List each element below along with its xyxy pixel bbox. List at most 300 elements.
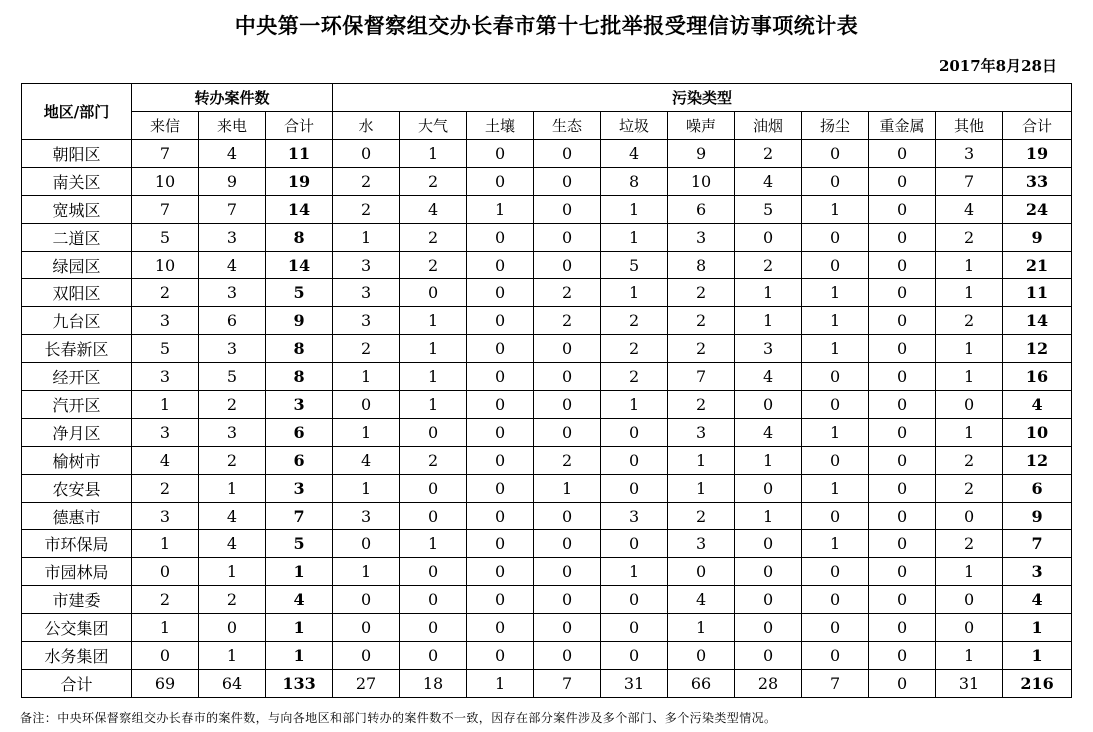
region-name: 二道区 (22, 223, 132, 251)
value-cell: 4 (735, 167, 802, 195)
value-cell: 1 (802, 474, 869, 502)
value-cell: 0 (400, 418, 467, 446)
value-cell: 7 (199, 195, 266, 223)
value-cell: 0 (869, 391, 936, 419)
value-cell: 2 (199, 391, 266, 419)
value-cell: 2 (936, 307, 1003, 335)
table-title: 中央第一环保督察组交办长春市第十七批举报受理信访事项统计表 (234, 14, 859, 38)
value-cell: 2 (601, 307, 668, 335)
table-row (22, 307, 1072, 335)
value-cell: 0 (333, 140, 400, 168)
sum-cell: 7 (1003, 530, 1072, 558)
value-cell: 0 (869, 418, 936, 446)
value-cell: 6 (668, 195, 735, 223)
value-cell: 2 (936, 530, 1003, 558)
value-cell: 0 (802, 140, 869, 168)
value-cell: 0 (802, 167, 869, 195)
value-cell: 0 (869, 251, 936, 279)
value-cell: 1 (400, 335, 467, 363)
value-cell: 0 (534, 335, 601, 363)
value-cell: 1 (333, 223, 400, 251)
value-cell: 1 (601, 558, 668, 586)
value-cell: 4 (132, 446, 199, 474)
value-cell: 2 (534, 446, 601, 474)
value-cell: 2 (132, 586, 199, 614)
value-cell: 7 (668, 363, 735, 391)
value-cell: 2 (333, 167, 400, 195)
value-cell: 0 (534, 642, 601, 670)
value-cell: 4 (199, 502, 266, 530)
value-cell: 0 (802, 586, 869, 614)
value-cell: 3 (199, 418, 266, 446)
value-cell: 0 (869, 363, 936, 391)
sum-cell: 216 (1003, 669, 1072, 697)
value-cell: 3 (333, 251, 400, 279)
value-cell: 0 (936, 614, 1003, 642)
value-cell: 4 (936, 195, 1003, 223)
value-cell: 0 (467, 474, 534, 502)
table-row (22, 363, 1072, 391)
sum-cell: 4 (266, 586, 333, 614)
value-cell: 1 (601, 195, 668, 223)
value-cell: 1 (132, 530, 199, 558)
pollution-col-header: 噪声 (668, 112, 735, 140)
value-cell: 0 (869, 614, 936, 642)
table-row (22, 335, 1072, 363)
value-cell: 1 (333, 418, 400, 446)
value-cell: 8 (668, 251, 735, 279)
value-cell: 0 (601, 418, 668, 446)
value-cell: 69 (132, 669, 199, 697)
value-cell: 0 (132, 558, 199, 586)
sum-cell: 9 (1003, 502, 1072, 530)
value-cell: 18 (400, 669, 467, 697)
pollution-col-header: 其他 (936, 112, 1003, 140)
value-cell: 1 (601, 279, 668, 307)
value-cell: 0 (467, 558, 534, 586)
value-cell: 0 (869, 167, 936, 195)
value-cell: 3 (132, 363, 199, 391)
table-row (22, 279, 1072, 307)
value-cell: 31 (936, 669, 1003, 697)
value-cell: 0 (467, 446, 534, 474)
sum-cell: 5 (266, 530, 333, 558)
sum-cell: 7 (266, 502, 333, 530)
region-name: 榆树市 (22, 446, 132, 474)
value-cell: 1 (802, 418, 869, 446)
sum-cell: 8 (266, 335, 333, 363)
value-cell: 0 (869, 558, 936, 586)
value-cell: 2 (936, 223, 1003, 251)
value-cell: 2 (735, 251, 802, 279)
value-cell: 0 (869, 140, 936, 168)
sum-cell: 19 (1003, 140, 1072, 168)
value-cell: 0 (534, 530, 601, 558)
region-name: 净月区 (22, 418, 132, 446)
value-cell: 0 (467, 418, 534, 446)
sum-cell: 133 (266, 669, 333, 697)
value-cell: 1 (802, 279, 869, 307)
value-cell: 1 (735, 279, 802, 307)
region-name: 水务集团 (22, 642, 132, 670)
value-cell: 1 (668, 446, 735, 474)
value-cell: 3 (668, 223, 735, 251)
value-cell: 0 (333, 530, 400, 558)
value-cell: 4 (199, 140, 266, 168)
value-cell: 0 (333, 614, 400, 642)
sum-cell: 19 (266, 167, 333, 195)
value-cell: 1 (936, 642, 1003, 670)
value-cell: 1 (668, 474, 735, 502)
value-cell: 1 (601, 223, 668, 251)
value-cell: 3 (199, 279, 266, 307)
sum-cell: 9 (1003, 223, 1072, 251)
table-row (22, 140, 1072, 168)
value-cell: 0 (869, 502, 936, 530)
value-cell: 2 (735, 140, 802, 168)
pollution-col-header: 垃圾 (601, 112, 668, 140)
sum-cell: 4 (1003, 391, 1072, 419)
value-cell: 0 (735, 614, 802, 642)
value-cell: 0 (735, 530, 802, 558)
region-name: 市环保局 (22, 530, 132, 558)
value-cell: 1 (936, 418, 1003, 446)
region-name: 宽城区 (22, 195, 132, 223)
value-cell: 2 (936, 474, 1003, 502)
value-cell: 7 (936, 167, 1003, 195)
value-cell: 0 (869, 642, 936, 670)
value-cell: 0 (400, 502, 467, 530)
region-name: 德惠市 (22, 502, 132, 530)
subheader-row (22, 112, 1072, 140)
value-cell: 0 (534, 502, 601, 530)
value-cell: 0 (467, 586, 534, 614)
region-header: 地区/部门 (22, 84, 132, 140)
value-cell: 0 (869, 474, 936, 502)
table-row (22, 418, 1072, 446)
value-cell: 0 (534, 558, 601, 586)
value-cell: 7 (802, 669, 869, 697)
value-cell: 0 (802, 642, 869, 670)
value-cell: 0 (869, 307, 936, 335)
value-cell: 1 (400, 140, 467, 168)
value-cell: 1 (400, 363, 467, 391)
value-cell: 2 (601, 363, 668, 391)
value-cell: 0 (467, 140, 534, 168)
value-cell: 4 (199, 530, 266, 558)
total-row (22, 669, 1072, 697)
region-name: 南关区 (22, 167, 132, 195)
sum-cell: 9 (266, 307, 333, 335)
value-cell: 1 (936, 558, 1003, 586)
sum-cell: 6 (266, 446, 333, 474)
value-cell: 0 (869, 530, 936, 558)
table-row (22, 474, 1072, 502)
value-cell: 5 (199, 363, 266, 391)
sum-cell: 11 (1003, 279, 1072, 307)
value-cell: 9 (199, 167, 266, 195)
value-cell: 0 (802, 558, 869, 586)
value-cell: 0 (735, 586, 802, 614)
value-cell: 2 (668, 279, 735, 307)
value-cell: 2 (333, 335, 400, 363)
pollution-group-header: 污染类型 (333, 84, 1072, 112)
pollution-col-header: 土壤 (467, 112, 534, 140)
sum-cell: 12 (1003, 446, 1072, 474)
region-name: 绿园区 (22, 251, 132, 279)
value-cell: 1 (199, 558, 266, 586)
value-cell: 27 (333, 669, 400, 697)
region-name: 公交集团 (22, 614, 132, 642)
value-cell: 3 (333, 307, 400, 335)
value-cell: 2 (668, 502, 735, 530)
value-cell: 0 (467, 502, 534, 530)
value-cell: 0 (333, 391, 400, 419)
table-row (22, 446, 1072, 474)
value-cell: 1 (467, 195, 534, 223)
value-cell: 0 (333, 586, 400, 614)
value-cell: 0 (601, 614, 668, 642)
value-cell: 0 (802, 251, 869, 279)
value-cell: 0 (668, 558, 735, 586)
value-cell: 1 (802, 335, 869, 363)
value-cell: 2 (534, 307, 601, 335)
value-cell: 0 (869, 223, 936, 251)
value-cell: 0 (869, 669, 936, 697)
table-row (22, 391, 1072, 419)
value-cell: 4 (400, 195, 467, 223)
value-cell: 3 (132, 502, 199, 530)
value-cell: 0 (534, 251, 601, 279)
value-cell: 3 (333, 279, 400, 307)
value-cell: 0 (400, 279, 467, 307)
sum-cell: 4 (1003, 586, 1072, 614)
value-cell: 1 (936, 335, 1003, 363)
value-cell: 0 (333, 642, 400, 670)
value-cell: 0 (467, 614, 534, 642)
value-cell: 1 (735, 502, 802, 530)
value-cell: 0 (534, 195, 601, 223)
value-cell: 2 (132, 474, 199, 502)
value-cell: 0 (467, 279, 534, 307)
value-cell: 2 (668, 391, 735, 419)
region-name: 农安县 (22, 474, 132, 502)
transfer-col-header: 来信 (132, 112, 199, 140)
value-cell: 0 (601, 642, 668, 670)
sum-cell: 8 (266, 223, 333, 251)
region-name: 汽开区 (22, 391, 132, 419)
sum-cell: 6 (1003, 474, 1072, 502)
value-cell: 2 (601, 335, 668, 363)
value-cell: 0 (467, 363, 534, 391)
region-name: 朝阳区 (22, 140, 132, 168)
total-label: 合计 (22, 669, 132, 697)
value-cell: 0 (467, 335, 534, 363)
value-cell: 0 (467, 167, 534, 195)
sum-cell: 3 (266, 474, 333, 502)
pollution-col-header: 大气 (400, 112, 467, 140)
value-cell: 1 (936, 363, 1003, 391)
value-cell: 0 (534, 363, 601, 391)
value-cell: 0 (199, 614, 266, 642)
region-name: 市建委 (22, 586, 132, 614)
region-name: 市园林局 (22, 558, 132, 586)
report-date: 2017年8月28日 (938, 57, 1057, 75)
value-cell: 0 (802, 446, 869, 474)
value-cell: 0 (869, 446, 936, 474)
table-row (22, 251, 1072, 279)
value-cell: 1 (668, 614, 735, 642)
value-cell: 1 (735, 446, 802, 474)
value-cell: 0 (869, 279, 936, 307)
pollution-col-header: 重金属 (869, 112, 936, 140)
value-cell: 5 (132, 335, 199, 363)
value-cell: 66 (668, 669, 735, 697)
pollution-col-header: 扬尘 (802, 112, 869, 140)
table-header (22, 84, 1072, 140)
pollution-col-header: 水 (333, 112, 400, 140)
value-cell: 2 (400, 223, 467, 251)
value-cell: 3 (199, 335, 266, 363)
statistics-table (21, 83, 1072, 698)
value-cell: 1 (936, 251, 1003, 279)
value-cell: 3 (735, 335, 802, 363)
value-cell: 3 (132, 307, 199, 335)
value-cell: 0 (802, 502, 869, 530)
value-cell: 0 (936, 586, 1003, 614)
transfer-col-header: 合计 (266, 112, 333, 140)
table-body (22, 140, 1072, 698)
value-cell: 2 (668, 335, 735, 363)
value-cell: 0 (534, 391, 601, 419)
value-cell: 3 (936, 140, 1003, 168)
value-cell: 1 (132, 391, 199, 419)
value-cell: 0 (735, 558, 802, 586)
value-cell: 4 (668, 586, 735, 614)
sum-cell: 6 (266, 418, 333, 446)
value-cell: 1 (132, 614, 199, 642)
value-cell: 0 (534, 167, 601, 195)
value-cell: 8 (601, 167, 668, 195)
pollution-col-header: 生态 (534, 112, 601, 140)
value-cell: 4 (735, 363, 802, 391)
value-cell: 0 (802, 223, 869, 251)
region-name: 经开区 (22, 363, 132, 391)
table-row (22, 586, 1072, 614)
value-cell: 3 (333, 502, 400, 530)
table-row (22, 502, 1072, 530)
region-name: 九台区 (22, 307, 132, 335)
table-row (22, 223, 1072, 251)
value-cell: 0 (400, 614, 467, 642)
region-name: 长春新区 (22, 335, 132, 363)
value-cell: 2 (534, 279, 601, 307)
table-row (22, 558, 1072, 586)
value-cell: 1 (333, 558, 400, 586)
value-cell: 0 (132, 642, 199, 670)
sum-cell: 1 (1003, 642, 1072, 670)
value-cell: 0 (601, 474, 668, 502)
value-cell: 1 (802, 307, 869, 335)
sum-cell: 1 (1003, 614, 1072, 642)
value-cell: 31 (601, 669, 668, 697)
value-cell: 2 (132, 279, 199, 307)
value-cell: 1 (802, 195, 869, 223)
sum-cell: 1 (266, 642, 333, 670)
sum-cell: 12 (1003, 335, 1072, 363)
value-cell: 0 (534, 223, 601, 251)
value-cell: 2 (199, 446, 266, 474)
value-cell: 0 (400, 642, 467, 670)
table-row (22, 642, 1072, 670)
value-cell: 1 (199, 642, 266, 670)
value-cell: 10 (132, 167, 199, 195)
value-cell: 0 (869, 195, 936, 223)
value-cell: 4 (735, 418, 802, 446)
value-cell: 0 (467, 530, 534, 558)
value-cell: 1 (333, 363, 400, 391)
table-row (22, 167, 1072, 195)
value-cell: 3 (668, 418, 735, 446)
table-row (22, 530, 1072, 558)
value-cell: 6 (199, 307, 266, 335)
region-name: 双阳区 (22, 279, 132, 307)
value-cell: 5 (735, 195, 802, 223)
value-cell: 7 (132, 195, 199, 223)
value-cell: 1 (534, 474, 601, 502)
value-cell: 3 (199, 223, 266, 251)
value-cell: 2 (400, 446, 467, 474)
value-cell: 0 (534, 586, 601, 614)
sum-cell: 11 (266, 140, 333, 168)
value-cell: 9 (668, 140, 735, 168)
value-cell: 0 (802, 363, 869, 391)
value-cell: 2 (936, 446, 1003, 474)
value-cell: 0 (534, 418, 601, 446)
sum-cell: 10 (1003, 418, 1072, 446)
value-cell: 0 (534, 140, 601, 168)
sum-cell: 5 (266, 279, 333, 307)
table-row (22, 195, 1072, 223)
value-cell: 1 (802, 530, 869, 558)
value-cell: 0 (467, 251, 534, 279)
value-cell: 0 (668, 642, 735, 670)
value-cell: 5 (132, 223, 199, 251)
value-cell: 28 (735, 669, 802, 697)
value-cell: 0 (400, 558, 467, 586)
value-cell: 0 (936, 502, 1003, 530)
value-cell: 1 (735, 307, 802, 335)
sum-cell: 3 (1003, 558, 1072, 586)
value-cell: 0 (467, 391, 534, 419)
value-cell: 3 (601, 502, 668, 530)
pollution-col-header: 油烟 (735, 112, 802, 140)
value-cell: 0 (936, 391, 1003, 419)
value-cell: 0 (601, 446, 668, 474)
pollution-col-header: 合计 (1003, 112, 1072, 140)
sum-cell: 14 (1003, 307, 1072, 335)
value-cell: 1 (467, 669, 534, 697)
value-cell: 7 (132, 140, 199, 168)
sum-cell: 24 (1003, 195, 1072, 223)
transfer-group-header: 转办案件数 (132, 84, 333, 112)
value-cell: 0 (400, 586, 467, 614)
value-cell: 0 (601, 586, 668, 614)
table-row (22, 614, 1072, 642)
value-cell: 10 (132, 251, 199, 279)
value-cell: 1 (601, 391, 668, 419)
sum-cell: 21 (1003, 251, 1072, 279)
